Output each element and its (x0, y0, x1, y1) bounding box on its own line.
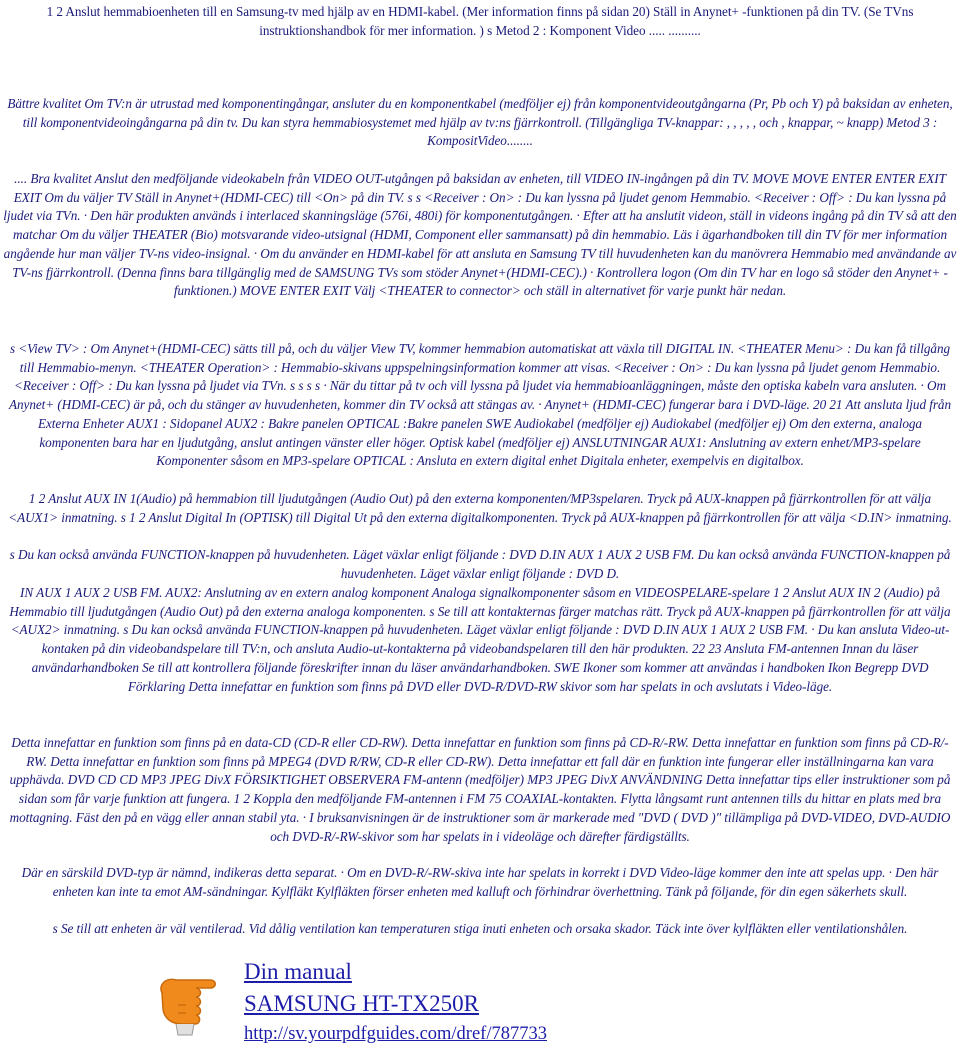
paragraph-anynet-menu: s <View TV> : Om Anynet+(HDMI-CEC) sätts till på, och du väljer View TV, kommer hemmabion automatiskat att växla till DIGITAL IN. <THEATER Menu> : Du kan få tillgång till Hemmabio-menyn. <THEATER Operation> : Hemmabio-skivans uppspelningsinformation kommer att visas. <Receiver : On> : Du kan lyssna på ljudet genom Hemmabio. <Receiver : Off> : Du kan lyssna på ljudet via TVn. s s s s · När du tittar på tv och vill lyssna på ljudet via hemmabioanläggningen, måste den optiska kabeln vara ansluten. · Om Anynet+ (HDMI-CEC) är på, och du stänger av huvudenheten, kommer din TV också att stängas av. · Anynet+ (HDMI-CEC) fungerar bara i DVD-läge. 20 21 Att ansluta ljud från Externa Enheter AUX1 : Sidopanel AUX2 : Bakre panelen OPTICAL :Bakre panelen SWE Audiokabel (medföljer ej) Audiokabel (medföljer ej) Om den externa, analoga komponenten bara har en ljudutgång, anslut antingen vänster eller höger. Optisk kabel (medföljer ej) ANSLUTNINGAR AUX1: Anslutning av extern enhet/MP3-spelare Komponenter såsom en MP3-spelare OPTICAL : Ansluta en extern digital enhet Digitala enheter, exempelvis en digitalbox. (8, 341, 952, 469)
paragraph-composite-video: .... Bra kvalitet Anslut den medföljande videokabeln från VIDEO OUT-utgången på baksidan av enheten, till VIDEO IN-ingången på din TV. MOVE MOVE ENTER ENTER EXIT EXIT Om du väljer TV Ställ in Anynet+(HDMI-CEC) till <On> på din TV. s s <Receiver : On> : Du kan lyssna på ljudet genom Hemmabio. <Receiver : Off> : Du kan lyssna på ljudet via TVn. · Den här produkten används i interlaced skanningsläge (576i, 480i) för komponentutgången. · Efter att ha anslutit videon, ställ in videons ingång på din TV så att den matchar Om du väljer THEATER (Bio) motsvarande video-utsignal (HDMI, Component eller sammansatt) på din hemmabio. Läs i ägarhandboken till din TV för mer information angående hur man väljer TV-ns video-insignal. · Om du använder en HDMI-kabel för att ansluta en Samsung TV till huvudenheten kan du manövrera Hemmabio med användande av TV-ns fjärrkontroll. (Denna finns bara tillgänglig med de SAMSUNG TVs som stöder Anynet+(HDMI-CEC).) · Kontrollera logon (Om din TV har en logo så stöder den Anynet+ -funktionen.) MOVE ENTER EXIT Välj <THEATER to connector> och ställ in alternativet för varje punkt här nedan. (3, 171, 957, 299)
paragraph-aux-in-1: 1 2 Anslut AUX IN 1(Audio) på hemmabion till ljudutgången (Audio Out) på den externa komponenten/MP3spelaren. Tryck på AUX-knappen på fjärrkontrollen för att välja <AUX1> inmatning. s 1 2 Anslut Digital In (OPTISK) till Digital Ut på den externa digitalkomponenten. Tryck på AUX-knappen på fjärrkontrollen för att välja <D.IN> inmatning. (8, 491, 952, 525)
paragraph-icons-explanation: Detta innefattar en funktion som finns på en data-CD (CD-R eller CD-RW). Detta innefattar en funktion som finns på CD-R/-RW. Detta innefattar en funktion som finns på CD-R/-RW. Detta innefattar en funktion som finns på MPEG4 (DVD R/RW, CD-R eller CD-RW). Detta innefattar ett fall där en funktion inte fungerar eller inställningarna kan vara upphävda. DVD CD CD MP3 JPEG DivX FÖRSIKTIGHET OBSERVERA FM-antenn (medföljer) MP3 JPEG DivX ANVÄNDNING Detta innefattar tips eller instruktioner som på sidan som får varje funktion att fungera. 1 2 Koppla den medföljande FM-antennen i FM 75 COAXIAL-kontakten. Flytta långsamt runt antennen tills du hittar en plats med bra mottagning. Fäst den på en vägg eller annan stabil yta. · I bruksanvisningen är de instruktioner som är markerade med "DVD ( DVD )" tillämpliga på DVD-VIDEO, DVD-AUDIO och DVD-R/-RW-skivor som har spelats in i videoläge och därefter färdigställts. (9, 735, 951, 844)
paragraph-aux-2-fm-antenna: IN AUX 1 AUX 2 USB FM. AUX2: Anslutning av en extern analog komponent Analoga signalkomponenter såsom en VIDEOSPELARE-spelare 1 2 Anslut AUX IN 2 (Audio) på Hemmabio till ljudutgången (Audio Out) på den externa analoga komponenten. s Se till att kontakternas färger matchas rätt. Tryck på AUX-knappen på fjärrkontrollen för att välja <AUX2> inmatning. s Du kan också använda FUNCTION-knappen på huvudenheten. Läget växlar enligt följande : DVD D.IN AUX 1 AUX 2 USB FM. · Du kan ansluta Video-ut-kontaken på din videobandspelare till TV:n, och ansluta Audio-ut-kontakterna på videobandspelaren till den här produkten. 22 23 Ansluta FM-antennen Innan du läser användarhandboken Se till att kontrollera följande föreskrifter innan du läser användarhandboken. SWE Ikoner som kommer att användas i handboken Ikon Begrepp DVD Förklaring Detta innefattar en funktion som finns på DVD eller DVD-R/DVD-RW skivor som har spelats in och avslutats i Video-läge. (9, 585, 951, 694)
manual-links (244, 957, 844, 1047)
paragraph-dvd-type-cooling-fan: Där en särskild DVD-typ är nämnd, indikeras detta separat. · Om en DVD-R/-RW-skiva inte har spelats in korrekt i DVD Video-läge kommer den inte att spelas upp. · Den här enheten kan inte ta emot AM-sändningar. Kylfläkt Kylfläkten förser enheten med kalluft och förhindrar överhettning. Tänk på följande, för din egen säkerhets skull. (21, 865, 939, 899)
paragraph-component-video: Bättre kvalitet Om TV:n är utrustad med komponentingångar, ansluter du en komponentkabel (medföljer ej) från komponentvideoutgångarna (Pr, Pb och Y) på baksidan av enheten, till komponentvideoingångarna på din tv. Du kan styra hemmabiosystemet med hjälp av tv:ns fjärrkontroll. (Tillgängliga TV-knappar: , , , , , och , knappar, ~ knapp) Metod 3 : KompositVideo........ (7, 96, 953, 149)
url-link[interactable]: http://sv.yourpdfguides.com/dref/787733 (244, 1024, 547, 1044)
paragraph-function-button: s Du kan också använda FUNCTION-knappen på huvudenheten. Läget växlar enligt följande : DVD D.IN AUX 1 AUX 2 USB FM. Du kan också använda FUNCTION-knappen på huvudenheten. Läget växlar enligt följande : DVD D. (9, 547, 951, 581)
footer (156, 957, 956, 1053)
paragraph-hdmi-connection: 1 2 Anslut hemmabioenheten till en Samsung-tv med hjälp av en HDMI-kabel. (Mer information finns på sidan 20) Ställ in Anynet+ -funktionen på din TV. (Se TVns instruktionshandbok för mer information. ) s Metod 2 : Komponent Video ..... .......... (46, 4, 914, 38)
finger-pointing-hand-icon (156, 963, 234, 1043)
paragraph-ventilation: s Se till att enheten är väl ventilerad. Vid dålig ventilation kan temperaturen stiga inuti enheten och orsaka skador. Täck inte över kylfläkten eller ventilationshålen. (52, 921, 908, 936)
din-manual-link[interactable]: Din manual (244, 959, 352, 984)
product-link[interactable]: SAMSUNG HT-TX250R (244, 991, 479, 1016)
